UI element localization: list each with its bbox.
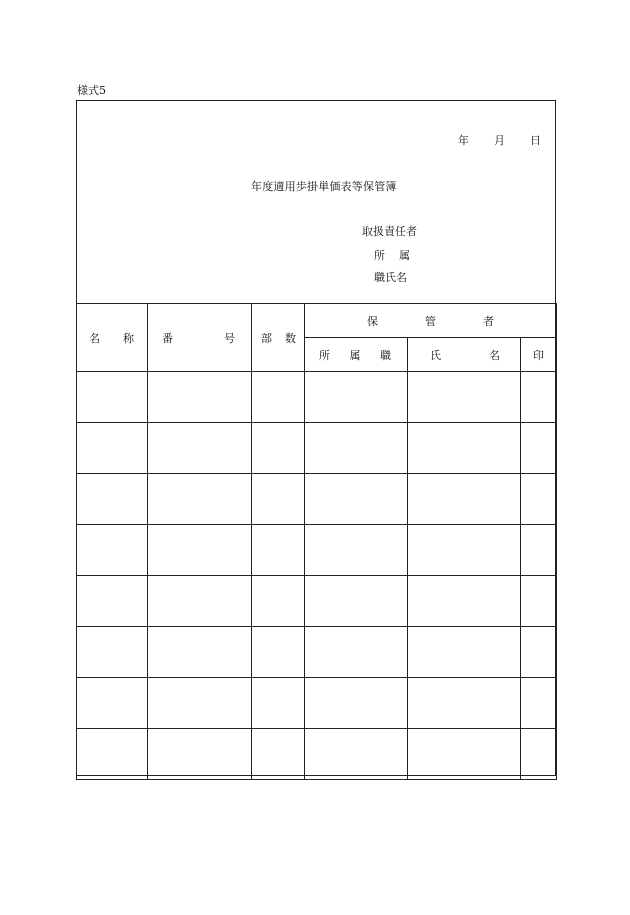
cell-copies[interactable]: [252, 423, 305, 474]
cell-copies[interactable]: [252, 372, 305, 423]
header-char: 名: [89, 331, 100, 345]
form-number-label: 様式5: [77, 84, 106, 97]
cell-seal[interactable]: [521, 474, 557, 525]
responsible-person-label: 取扱責任者: [362, 225, 417, 238]
column-header-copies: [252, 304, 305, 372]
cell-name[interactable]: [77, 627, 148, 678]
cell-copies[interactable]: [252, 474, 305, 525]
column-header-seal: 印: [521, 338, 557, 372]
cell-seal[interactable]: [521, 423, 557, 474]
cell-seal[interactable]: [521, 627, 557, 678]
cell-affiliation[interactable]: [305, 372, 408, 423]
cell-name[interactable]: [77, 423, 148, 474]
header-char: 所: [319, 348, 330, 362]
date-day-label: 日: [530, 134, 541, 147]
cell-fullname[interactable]: [408, 525, 521, 576]
cell-fullname[interactable]: [408, 474, 521, 525]
date-month-label: 月: [494, 134, 505, 147]
responsible-affiliation-label: [374, 249, 410, 263]
cell-copies[interactable]: [252, 678, 305, 729]
table-row: [77, 576, 557, 627]
ledger-form: [76, 100, 556, 776]
header-char: 称: [123, 331, 134, 345]
header-char: 管: [425, 314, 437, 328]
document-title: 年度適用歩掛単価表等保管簿: [251, 180, 397, 193]
cell-number[interactable]: [148, 525, 252, 576]
header-char: 者: [483, 314, 495, 328]
table-row: [77, 627, 557, 678]
cell-affiliation[interactable]: [305, 678, 408, 729]
table-body: [77, 372, 557, 780]
cell-affiliation[interactable]: [305, 423, 408, 474]
cell-number[interactable]: [148, 423, 252, 474]
table-row: [77, 678, 557, 729]
header-char: 数: [285, 331, 296, 345]
table-row: [77, 372, 557, 423]
cell-copies[interactable]: [252, 729, 305, 780]
cell-affiliation[interactable]: [305, 474, 408, 525]
custody-table: [76, 303, 557, 780]
header-char: 号: [224, 331, 235, 345]
cell-affiliation[interactable]: [305, 729, 408, 780]
header-char: 職: [380, 348, 391, 362]
cell-number[interactable]: [148, 729, 252, 780]
cell-seal[interactable]: [521, 576, 557, 627]
column-header-keeper: [305, 304, 557, 338]
header-char: 名: [489, 348, 500, 362]
date-year-label: 年: [458, 134, 469, 147]
cell-number[interactable]: [148, 576, 252, 627]
cell-name[interactable]: [77, 372, 148, 423]
column-header-affiliation: [305, 338, 408, 372]
cell-copies[interactable]: [252, 576, 305, 627]
cell-affiliation[interactable]: [305, 627, 408, 678]
cell-fullname[interactable]: [408, 729, 521, 780]
cell-number[interactable]: [148, 678, 252, 729]
table-row: [77, 474, 557, 525]
cell-seal[interactable]: [521, 372, 557, 423]
header-char: 氏: [430, 348, 441, 362]
table-row: [77, 525, 557, 576]
form-header: [77, 101, 555, 304]
cell-copies[interactable]: [252, 525, 305, 576]
cell-name[interactable]: [77, 678, 148, 729]
cell-seal[interactable]: [521, 525, 557, 576]
cell-fullname[interactable]: [408, 678, 521, 729]
table-row: [77, 423, 557, 474]
cell-number[interactable]: [148, 627, 252, 678]
cell-fullname[interactable]: [408, 372, 521, 423]
header-char: 番: [162, 331, 173, 345]
column-header-number: [148, 304, 252, 372]
cell-seal[interactable]: [521, 729, 557, 780]
cell-name[interactable]: [77, 525, 148, 576]
header-char: 保: [367, 314, 378, 328]
responsible-name-label: 職氏名: [374, 271, 407, 284]
responsible-affiliation-char: 所: [374, 249, 385, 262]
header-char: 部: [261, 331, 272, 345]
header-char: 属: [349, 348, 361, 362]
responsible-affiliation-char: 属: [399, 249, 410, 262]
cell-fullname[interactable]: [408, 423, 521, 474]
cell-seal[interactable]: [521, 678, 557, 729]
table-row: [77, 729, 557, 780]
column-header-fullname: [408, 338, 521, 372]
cell-fullname[interactable]: [408, 627, 521, 678]
cell-name[interactable]: [77, 576, 148, 627]
cell-number[interactable]: [148, 474, 252, 525]
table-header-row: [77, 304, 557, 338]
cell-copies[interactable]: [252, 627, 305, 678]
cell-name[interactable]: [77, 729, 148, 780]
cell-affiliation[interactable]: [305, 576, 408, 627]
cell-affiliation[interactable]: [305, 525, 408, 576]
cell-name[interactable]: [77, 474, 148, 525]
column-header-name: [77, 304, 148, 372]
cell-number[interactable]: [148, 372, 252, 423]
cell-fullname[interactable]: [408, 576, 521, 627]
